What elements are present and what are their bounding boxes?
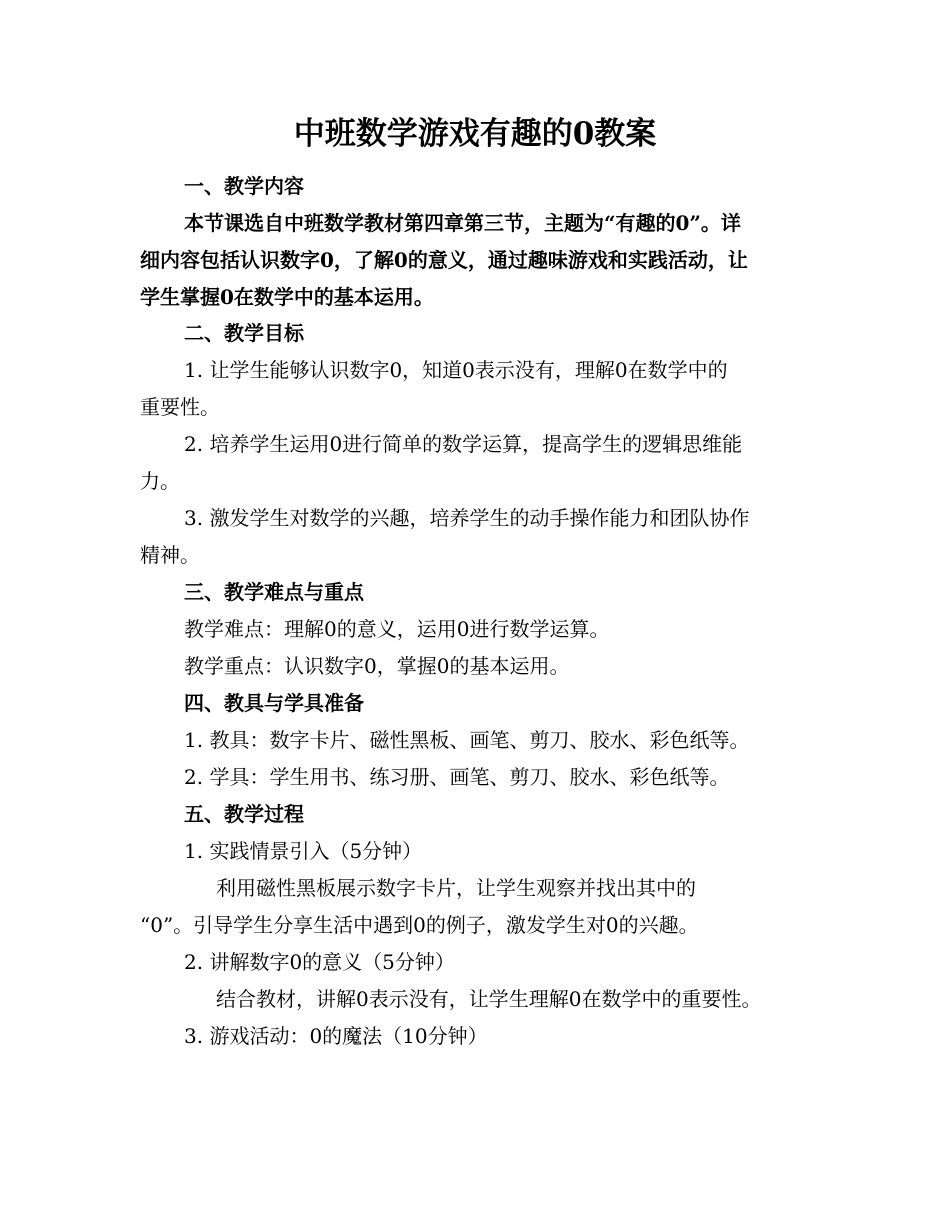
paragraph-line: 结合教材，讲解0表示没有，让学生理解0在数学中的重要性。	[216, 987, 762, 1011]
list-item: 2. 培养学生运用0进行简单的数学运算，提高学生的逻辑思维能	[184, 432, 743, 456]
paragraph-line: 本节课选自中班数学教材第四章第三节，主题为“有趣的0”。详	[184, 211, 741, 235]
list-item: 1. 让学生能够认识数字0，知道0表示没有，理解0在数学中的	[184, 358, 728, 382]
section-heading-goals: 二、教学目标	[184, 321, 304, 345]
paragraph-line: 细内容包括认识数字0，了解0的意义，通过趣味游戏和实践活动，让	[140, 248, 748, 272]
document-title: 中班数学游戏有趣的0教案	[293, 116, 657, 152]
list-item: 3. 游戏活动：0的魔法（10分钟）	[184, 1024, 488, 1048]
list-item: 1. 教具：数字卡片、磁性黑板、画笔、剪刀、胶水、彩色纸等。	[184, 728, 750, 752]
list-item: 2. 讲解数字0的意义（5分钟）	[184, 950, 455, 974]
paragraph-line: 学生掌握0在数学中的基本运用。	[140, 285, 434, 309]
section-heading-content: 一、教学内容	[184, 174, 304, 198]
paragraph-line: 教学重点：认识数字0，掌握0的基本运用。	[184, 654, 570, 678]
list-item-continuation: 重要性。	[140, 395, 220, 419]
paragraph-line: 利用磁性黑板展示数字卡片，让学生观察并找出其中的	[216, 876, 696, 900]
section-heading-process: 五、教学过程	[184, 802, 304, 826]
list-item-continuation: 力。	[140, 469, 180, 493]
section-heading-difficulty: 三、教学难点与重点	[184, 580, 364, 604]
list-item: 1. 实践情景引入（5分钟）	[184, 839, 423, 863]
list-item: 2. 学具：学生用书、练习册、画笔、剪刀、胶水、彩色纸等。	[184, 765, 730, 789]
paragraph-line: “0”。引导学生分享生活中遇到0的例子，激发学生对0的兴趣。	[140, 913, 699, 937]
list-item-continuation: 精神。	[140, 543, 200, 567]
section-heading-materials: 四、教具与学具准备	[184, 691, 364, 715]
paragraph-line: 教学难点：理解0的意义，运用0进行数学运算。	[184, 617, 610, 641]
list-item: 3. 激发学生对数学的兴趣，培养学生的动手操作能力和团队协作	[184, 506, 750, 530]
